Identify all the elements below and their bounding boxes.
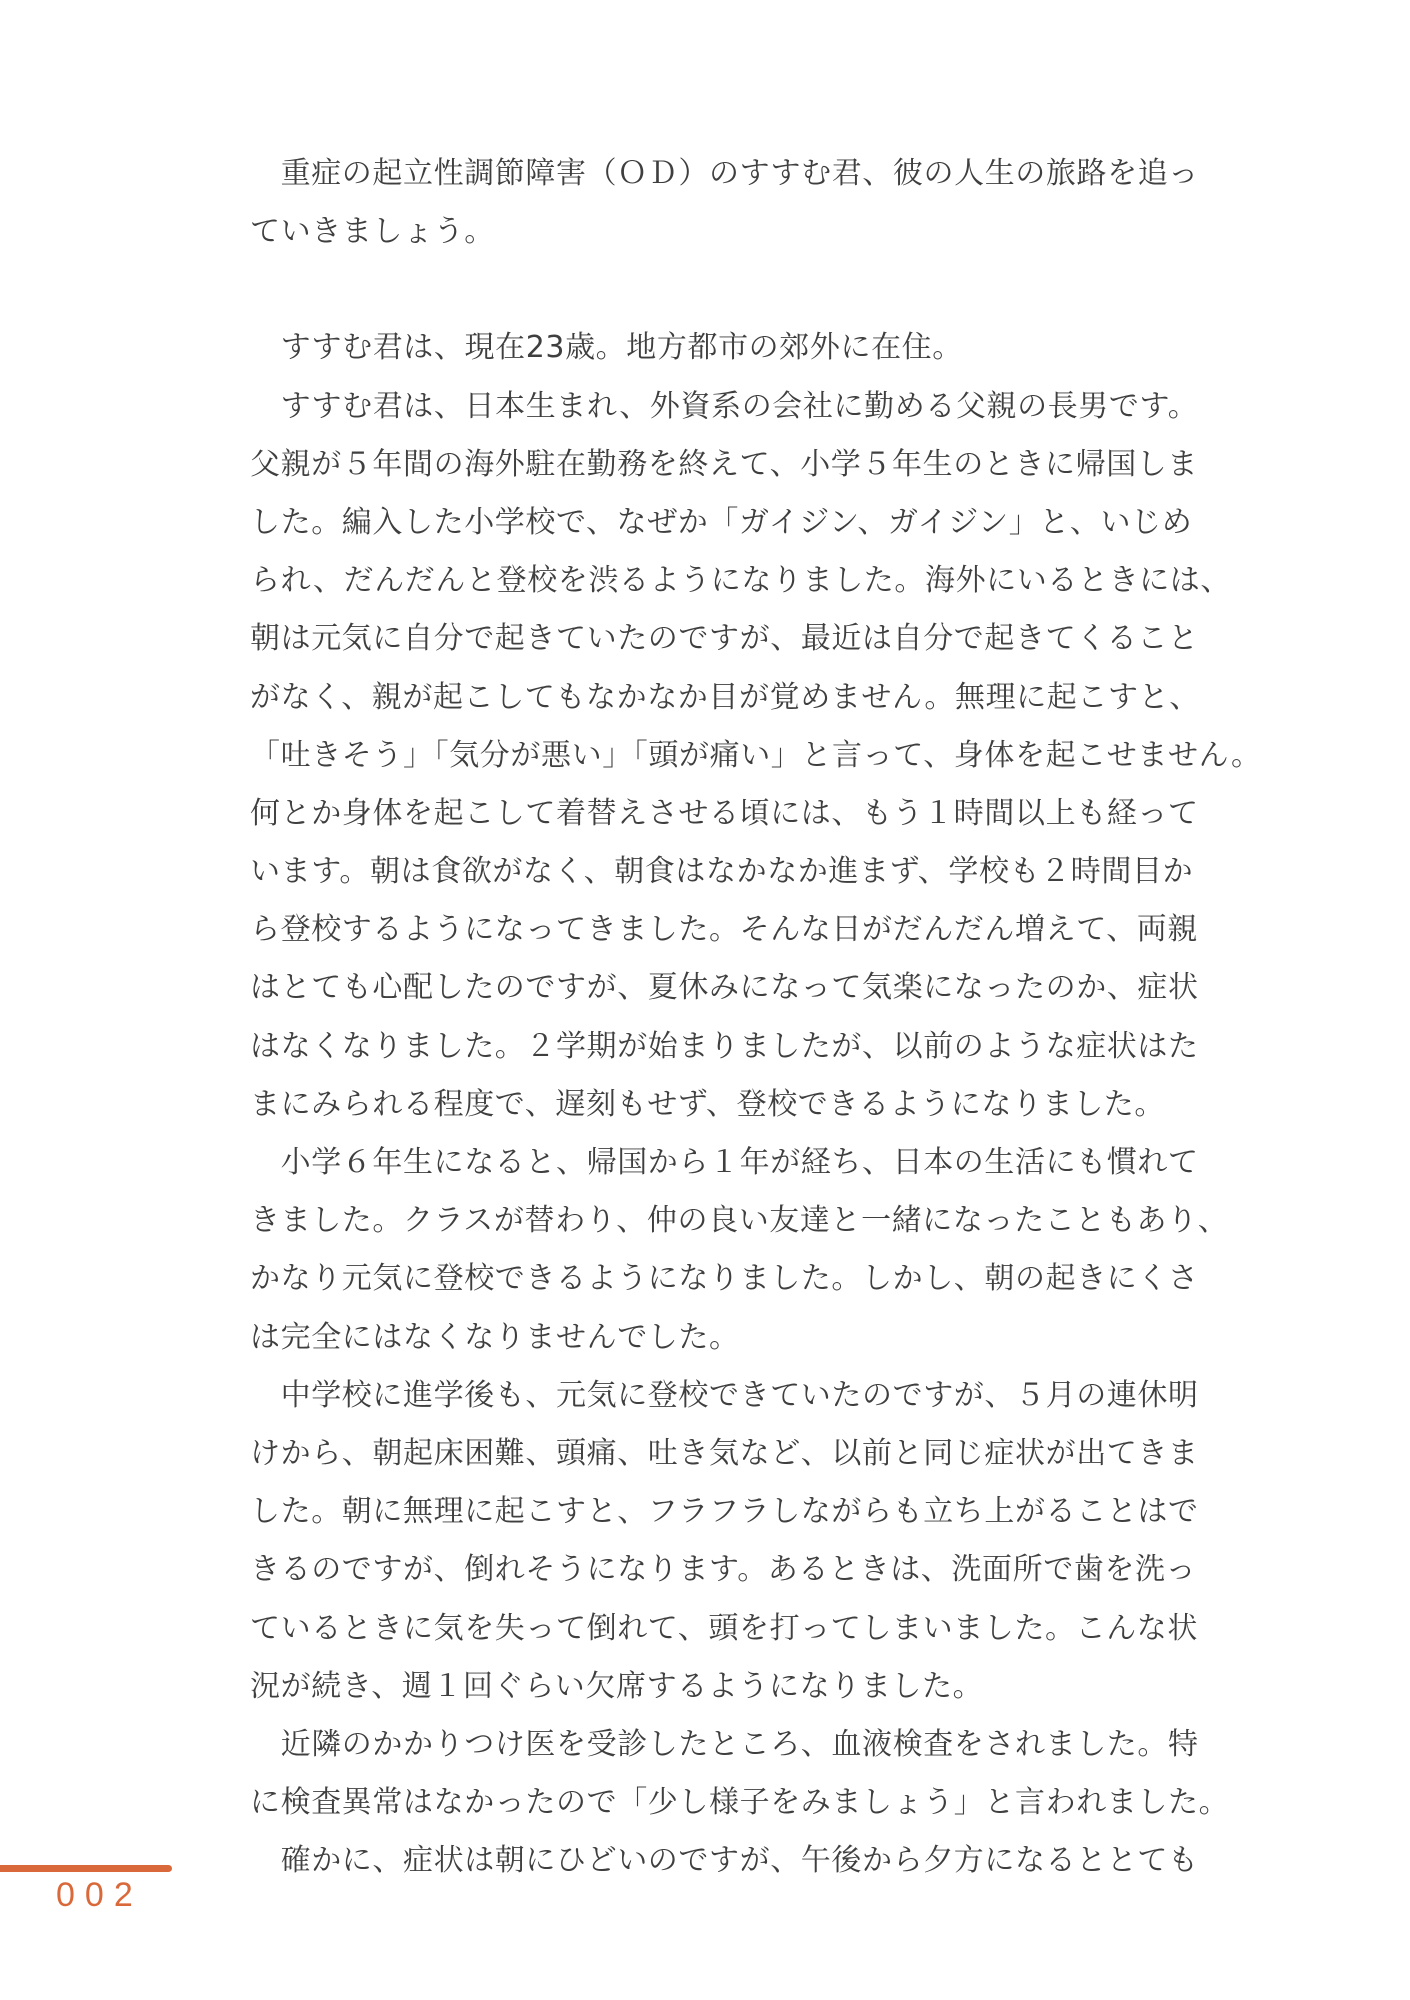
text-line: がなく、親が起こしてもなかなか目が覚めません。無理に起こすと、	[250, 679, 1200, 715]
text-line: 何とか身体を起こして着替えさせる頃には、もう１時間以上も経って	[250, 795, 1199, 831]
text-line: います。朝は食欲がなく、朝食はなかなか進まず、学校も２時間目か	[250, 854, 1194, 890]
text-line: 朝は元気に自分で起きていたのですが、最近は自分で起きてくること	[250, 621, 1199, 657]
text-line: は完全にはなくなりませんでした。	[250, 1319, 740, 1355]
text-line: けから、朝起床困難、頭痛、吐き気など、以前と同じ症状が出てきま	[250, 1435, 1199, 1471]
paragraph-3	[250, 1134, 1230, 1367]
text-line: に検査異常はなかったので「少し様子をみましょう」と言われました。	[250, 1785, 1230, 1821]
intro-paragraph	[250, 145, 1230, 261]
text-line: 中学校に進学後も、元気に登校できていたのですが、５月の連休明	[250, 1377, 1199, 1413]
text-line: はとても心配したのですが、夏休みになって気楽になったのか、症状	[250, 970, 1199, 1006]
text-line: られ、だんだんと登校を渋るようになりました。海外にいるときには、	[250, 563, 1231, 599]
paragraph-6	[250, 1832, 1230, 1890]
text-line: きました。クラスが替わり、仲の良い友達と一緒になったこともあり、	[250, 1203, 1229, 1239]
body-text	[250, 145, 1262, 1890]
text-line: すすむ君は、日本生まれ、外資系の会社に勤める父親の長男です。	[250, 388, 1199, 424]
text-line: 「吐きそう」「気分が悪い」「頭が痛い」と言って、身体を起こせません。	[250, 737, 1262, 773]
paragraph-4	[250, 1367, 1230, 1716]
text-line: 況が続き、週１回ぐらい欠席するようになりました。	[250, 1668, 984, 1704]
paragraph-5	[250, 1716, 1230, 1832]
text-line: した。朝に無理に起こすと、フラフラしながらも立ち上がることはで	[250, 1494, 1199, 1530]
page-accent-rule	[0, 1865, 172, 1872]
page-number: 002	[56, 1876, 143, 1914]
text-line: ら登校するようになってきました。そんな日がだんだん増えて、両親	[250, 912, 1198, 948]
text-line: きるのですが、倒れそうになります。あるときは、洗面所で歯を洗っ	[250, 1552, 1197, 1588]
text-line: ていきましょう。	[250, 214, 495, 250]
text-line: かなり元気に登校できるようになりました。しかし、朝の起きにくさ	[250, 1261, 1199, 1297]
text-line: まにみられる程度で、遅刻もせず、登校できるようになりました。	[250, 1086, 1165, 1122]
text-line: はなくなりました。２学期が始まりましたが、以前のような症状はた	[250, 1028, 1199, 1064]
text-line: 近隣のかかりつけ医を受診したところ、血液検査をされました。特	[250, 1726, 1199, 1762]
text-line: ているときに気を失って倒れて、頭を打ってしまいました。こんな状	[250, 1610, 1198, 1646]
paragraph-1	[250, 319, 1230, 377]
paragraph-2	[250, 378, 1262, 1134]
text-line: 確かに、症状は朝にひどいのですが、午後から夕方になるととても	[250, 1843, 1199, 1879]
text-line: 父親が５年間の海外駐在勤務を終えて、小学５年生のときに帰国しま	[250, 446, 1198, 482]
text-line: すすむ君は、現在23歳。地方都市の郊外に在住。	[250, 330, 963, 366]
text-line: 重症の起立性調節障害（ＯＤ）のすすむ君、彼の人生の旅路を追っ	[250, 156, 1199, 191]
paragraph-gap	[250, 261, 1230, 319]
text-line: 小学６年生になると、帰国から１年が経ち、日本の生活にも慣れて	[250, 1145, 1199, 1180]
text-line: した。編入した小学校で、なぜか「ガイジン、ガイジン」と、いじめ	[250, 504, 1193, 540]
